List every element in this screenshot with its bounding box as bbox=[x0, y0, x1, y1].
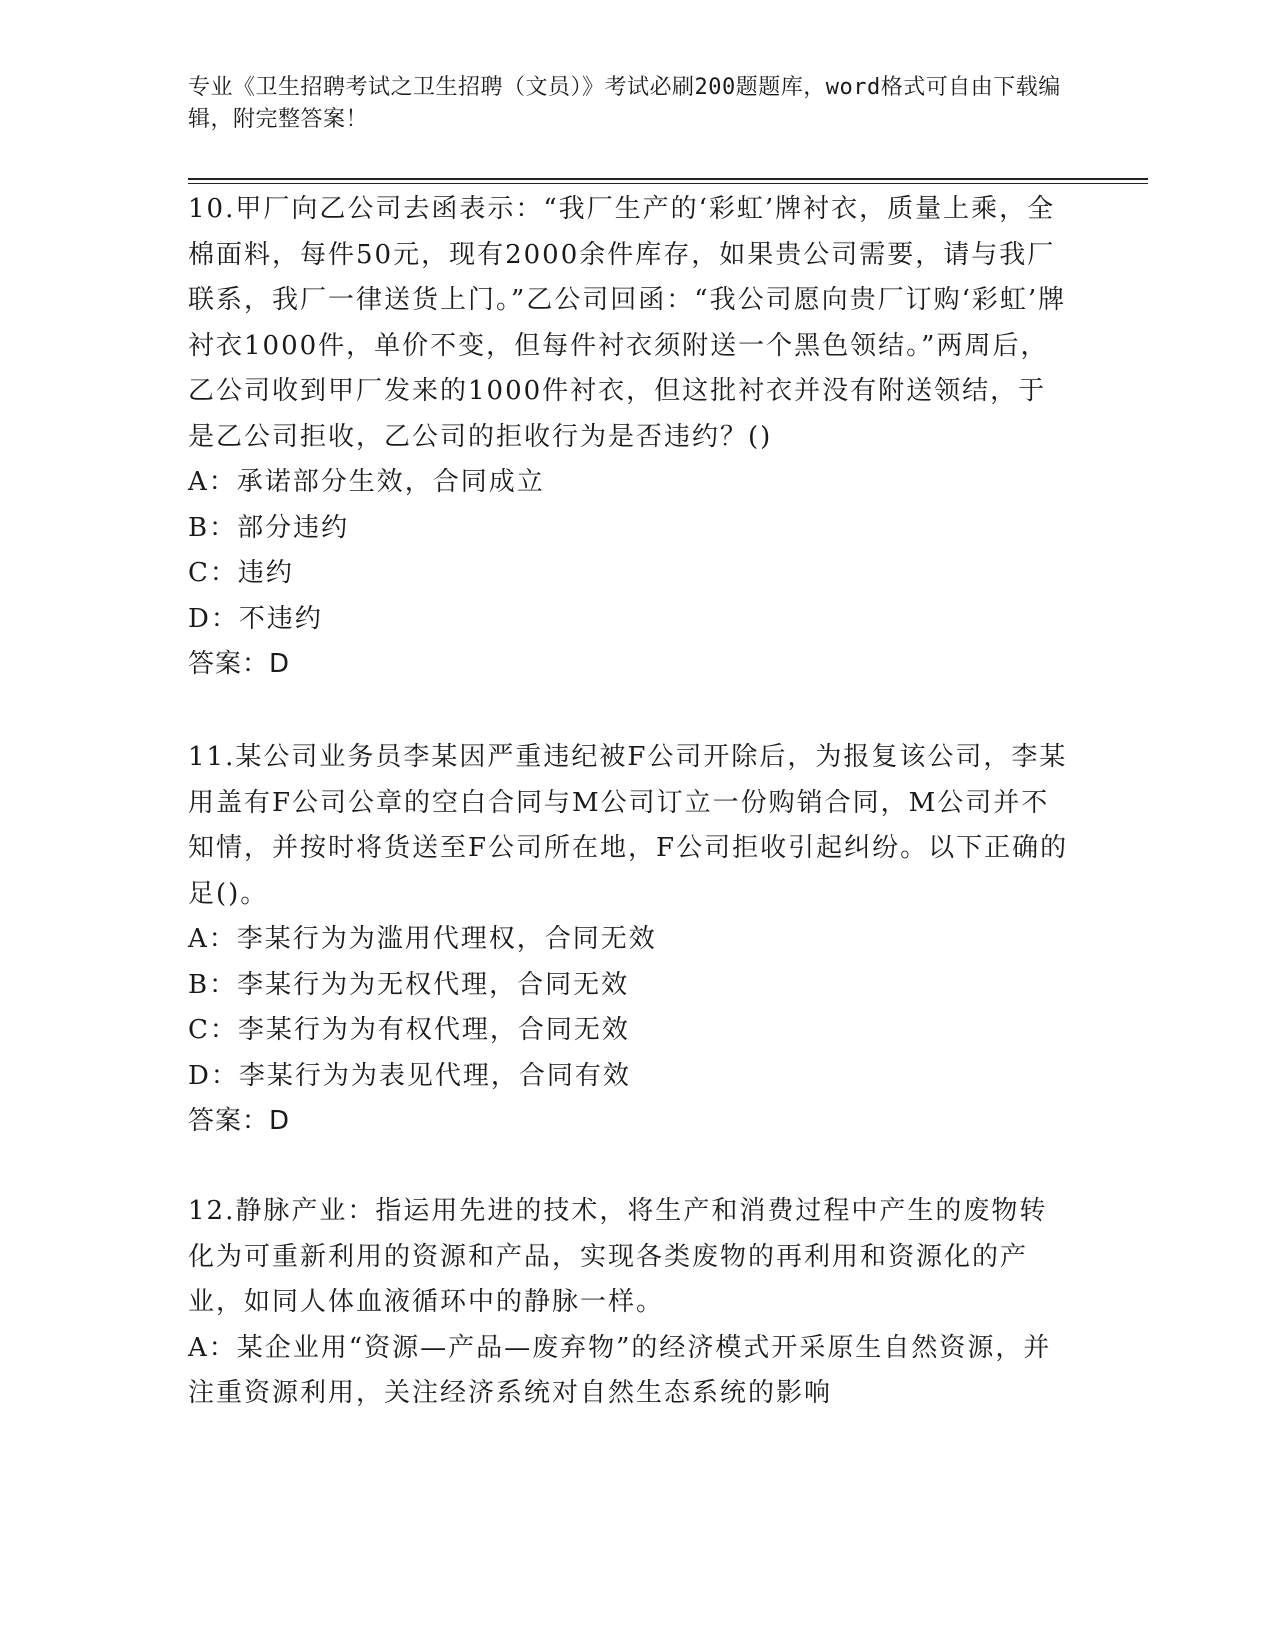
option-c: C：违约 bbox=[188, 558, 294, 588]
answer: 答案：D bbox=[188, 649, 291, 679]
answer: 答案：D bbox=[188, 1106, 291, 1136]
option-a: A：承诺部分生效，合同成立 bbox=[188, 467, 545, 497]
document-header: 专业《卫生招聘考试之卫生招聘（文员）》考试必刷200题题库，word格式可自由下载编辑，附完整答案！ bbox=[188, 75, 1061, 132]
option-b: B：部分违约 bbox=[188, 512, 350, 543]
question-12 bbox=[188, 1189, 1073, 1417]
question-stem: 11.某公司业务员李某因严重违纪被F公司开除后，为报复该公司，李某用盖有F公司公章的空白合同与M公司订立一份购销合同，M公司并不知情，并按时将货送至F公司所在地，F公司拒收引起纠纷。以下正确的足()。 bbox=[188, 742, 1069, 909]
option-b: B：李某行为为无权代理，合同无效 bbox=[188, 969, 630, 1000]
option-c: C：李某行为为有权代理，合同无效 bbox=[188, 1015, 630, 1045]
header-divider bbox=[188, 178, 1148, 180]
header-divider-thin bbox=[188, 183, 1148, 184]
question-11 bbox=[188, 735, 1073, 1145]
option-d: D：李某行为为表见代理，合同有效 bbox=[188, 1060, 631, 1091]
question-stem: 10.甲厂向乙公司去函表示：“我厂生产的‘彩虹’牌衬衣，质量上乘，全棉面料，每件50元，现有2000余件库存，如果贵公司需要，请与我厂联系，我厂一律送货上门。”乙公司回函：“我公司愿向贵厂订购‘彩虹’牌衬衣1000件，单价不变，但每件衬衣须附送一个黑色领结。”两周后，乙公司收到甲厂发来的1000件衬衣，但这批衬衣并没有附送领结，于是乙公司拒收，乙公司的拒收行为是否违约？() bbox=[188, 194, 1067, 452]
question-stem: 12.静脉产业：指运用先进的技术，将生产和消费过程中产生的废物转化为可重新利用的资源和产品，实现各类废物的再利用和资源化的产业，如同人体血液循环中的静脉一样。 bbox=[188, 1196, 1048, 1317]
option-a: A：某企业用“资源—产品—废弃物”的经济模式开采原生自然资源，并注重资源利用，关注经济系统对自然生态系统的影响 bbox=[188, 1332, 1052, 1408]
option-a: A：李某行为为滥用代理权，合同无效 bbox=[188, 924, 657, 954]
option-d: D：不违约 bbox=[188, 603, 323, 634]
question-10 bbox=[188, 187, 1073, 688]
